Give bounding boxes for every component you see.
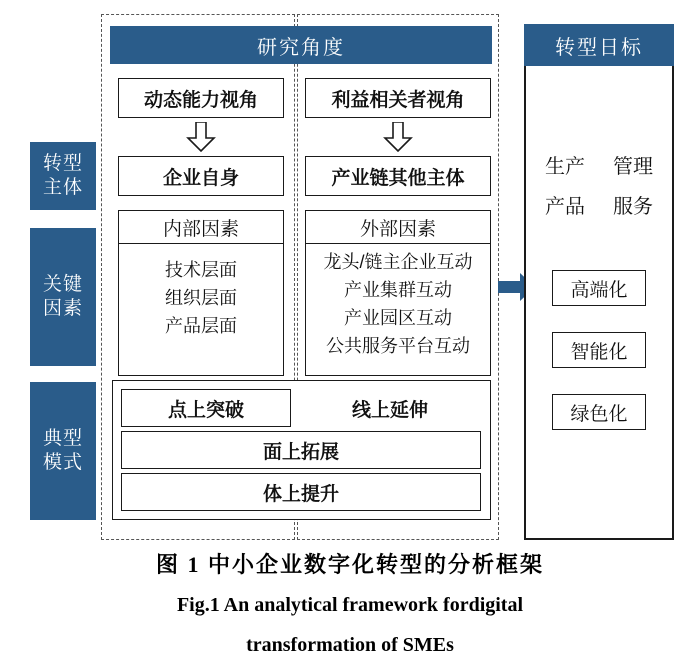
mode-box-surface-expansion: 面上拓展 xyxy=(121,431,481,469)
factor-item-external-3: 公共服务平台互动 xyxy=(326,335,470,356)
subject-box-supply-chain-actors: 产业链其他主体 xyxy=(305,156,491,196)
caption-english-line2: transformation of SMEs xyxy=(246,634,454,656)
factor-item-external-0: 龙头/链主企业互动 xyxy=(323,252,473,272)
caption-chinese: 图 1 中小企业数字化转型的分析框架 xyxy=(155,552,544,577)
arrow-down-icon-dynamic xyxy=(185,122,217,152)
factor-item-internal-1: 组织层面 xyxy=(165,287,237,308)
factor-panel-internal xyxy=(118,210,284,376)
modes-panel xyxy=(112,380,491,520)
caption-english-line1: Fig.1 An analytical framework fordigital xyxy=(176,594,524,616)
row-label-transformation-subject-line2: 主体 xyxy=(42,177,83,198)
factor-list-external xyxy=(306,249,490,361)
perspective-box-stakeholder: 利益相关者视角 xyxy=(305,78,491,118)
subject-box-enterprise-itself: 企业自身 xyxy=(118,156,284,196)
row-label-key-factors-line2: 因素 xyxy=(42,298,83,319)
row-label-typical-modes-line2: 模式 xyxy=(42,452,83,473)
row-label-transformation-subject-line1: 转型 xyxy=(42,153,83,175)
row-label-key-factors xyxy=(30,228,96,366)
goal-word-production: 生产 xyxy=(545,155,585,178)
factor-panel-external xyxy=(305,210,491,376)
goal-item-high-end: 高端化 xyxy=(552,270,646,306)
goal-word-service: 服务 xyxy=(613,195,653,218)
goal-word-product: 产品 xyxy=(545,195,585,218)
factor-item-external-1: 产业集群互动 xyxy=(344,279,452,300)
goal-item-green: 绿色化 xyxy=(552,394,646,430)
mode-box-body-upgrade: 体上提升 xyxy=(121,473,481,511)
goal-item-intelligent: 智能化 xyxy=(552,332,646,368)
header-transformation-goal: 转型日标 xyxy=(524,24,674,66)
mode-label-line-extension: 线上延伸 xyxy=(351,399,428,421)
perspective-box-dynamic-capability: 动态能力视角 xyxy=(118,78,284,118)
row-label-typical-modes xyxy=(30,382,96,520)
factor-item-external-2: 产业园区互动 xyxy=(344,307,452,328)
factor-item-internal-2: 产品层面 xyxy=(165,315,237,336)
factor-header-internal: 内部因素 xyxy=(118,210,284,244)
factor-header-external: 外部因素 xyxy=(305,210,491,244)
row-label-typical-modes-line1: 典型 xyxy=(42,428,83,450)
row-label-transformation-subject xyxy=(30,142,96,210)
goal-word-management: 管理 xyxy=(613,155,653,178)
mode-box-point-breakthrough: 点上突破 xyxy=(121,389,291,427)
row-label-key-factors-line1: 关键 xyxy=(42,274,83,296)
goal-word-grid xyxy=(534,140,666,230)
factor-item-internal-0: 技术层面 xyxy=(165,260,237,280)
arrow-down-icon-stakeholder xyxy=(382,122,414,152)
factor-list-internal xyxy=(119,257,283,341)
header-research-perspective: 研究角度 xyxy=(110,26,492,64)
